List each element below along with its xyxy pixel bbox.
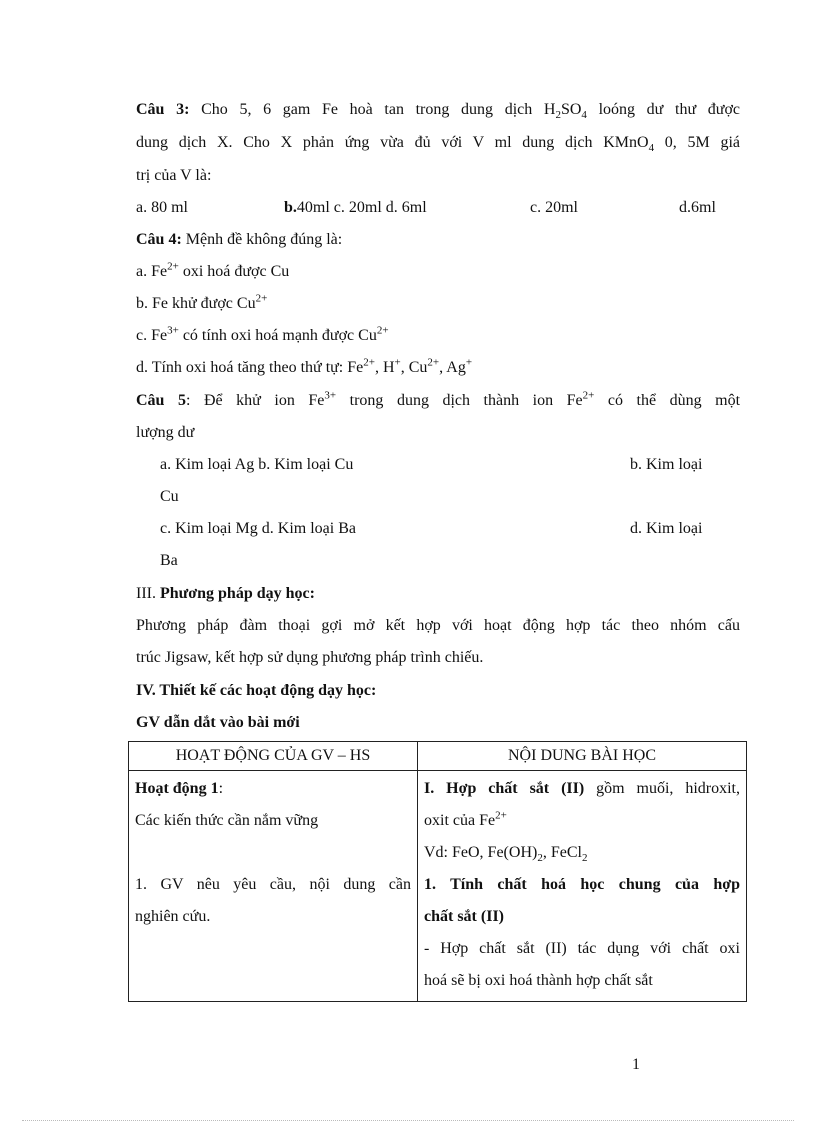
content-heading-1-cont: oxit của $Fe^{2+}$ xyxy=(424,809,507,829)
q5-option-d-wrapped: d. Kim loại xyxy=(630,520,703,537)
q5-line-1: Câu 5: Để khử ion $Fe^{3+}$ trong dung dịch thành ion $Fe^{2+}$ có thể dùng một xyxy=(136,389,741,409)
section-3-para-line-1: Phương pháp đàm thoại gợi mở kết hợp với hoạt động hợp tác theo nhóm cấu xyxy=(136,617,740,634)
content-heading-2-cont: chất sắt (II) xyxy=(424,908,504,925)
section-3-para-line-2: trúc Jigsaw, kết hợp sử dụng phương pháp trình chiếu. xyxy=(136,649,484,666)
section-4-intro: GV dẫn dắt vào bài mới xyxy=(136,714,300,731)
activity-1-step-1-cont: nghiên cứu. xyxy=(135,908,211,925)
q4-option-c: c. $Fe^{3+}$ có tính oxi hoá mạnh được $Cu^{2+}$ xyxy=(136,324,389,344)
q3-line-3: trị của V là: xyxy=(136,167,212,184)
q5-options-row-2: c. Kim loại Mg d. Kim loại Ba xyxy=(160,520,356,537)
q3-option-c: c. 20ml xyxy=(530,199,578,216)
q3-option-b: b.40ml c. 20ml d. 6ml xyxy=(284,199,427,216)
q5-line-2: lượng dư xyxy=(136,424,195,441)
content-heading-1: I. Hợp chất sắt (II) gồm muối, hidroxit, xyxy=(424,780,741,797)
activity-1-desc: Các kiến thức cần nắm vững xyxy=(135,812,319,829)
q5-option-d-wrap: Ba xyxy=(160,552,178,569)
q4-label: Câu 4: xyxy=(136,231,182,248)
page-bottom-border xyxy=(22,1120,794,1121)
lesson-table xyxy=(128,741,747,1002)
q3-label: Câu 3: xyxy=(136,101,190,118)
content-heading-2: 1. Tính chất hoá học chung của hợp xyxy=(424,876,740,893)
table-row xyxy=(129,771,747,1002)
activity-1-label: Hoạt động 1: xyxy=(135,780,224,797)
page-number: 1 xyxy=(632,1056,640,1073)
table-header-row xyxy=(129,742,747,771)
q3-line-2: dung dịch X. Cho X phản ứng vừa đủ với V ml dung dịch KMnO$_4$ 0, 5M giá xyxy=(136,134,741,155)
q3-option-d: d.6ml xyxy=(679,199,716,216)
q5-option-b-wrapped: b. Kim loại xyxy=(630,456,703,473)
content-paragraph-cont: hoá sẽ bị oxi hoá thành hợp chất sắt xyxy=(424,972,653,989)
content-paragraph: - Hợp chất sắt (II) tác dụng với chất oxi xyxy=(424,940,740,957)
q4-stem: Câu 4: Mệnh đề không đúng là: xyxy=(136,231,343,248)
section-4-heading: IV. Thiết kế các hoạt động dạy học: xyxy=(136,682,377,699)
q3-line-1: Câu 3: Cho 5, 6 gam Fe hoà tan trong dung dịch $H_2SO_4$ loóng dư thư được xyxy=(136,101,741,122)
section-3-heading: III. Phương pháp dạy học: xyxy=(136,585,315,602)
table-header-activities: HOẠT ĐỘNG CỦA GV – HS xyxy=(129,742,418,771)
q5-label: Câu 5 xyxy=(136,392,186,409)
q5-options-row-1: a. Kim loại Ag b. Kim loại Cu xyxy=(160,456,354,473)
content-example: Vd: FeO, $Fe(OH)_2$, FeCl$_2$ xyxy=(424,844,588,865)
content-cell xyxy=(418,771,747,1002)
q5-option-b-wrap: Cu xyxy=(160,488,179,505)
q4-option-d: d. Tính oxi hoá tăng theo thứ tự: $Fe^{2+}$, H+, $Cu^{2+}$, Ag+ xyxy=(136,356,473,376)
q4-option-b: b. Fe khử được $Cu^{2+}$ xyxy=(136,292,268,312)
table-header-content: NỘI DUNG BÀI HỌC xyxy=(418,742,747,771)
activity-1-step-1: 1. GV nêu yêu cầu, nội dung cần xyxy=(135,876,411,893)
q4-option-a: a. $Fe^{2+}$ oxi hoá được Cu xyxy=(136,260,290,280)
activities-cell xyxy=(129,771,418,1002)
q3-option-a: a. 80 ml xyxy=(136,199,188,216)
